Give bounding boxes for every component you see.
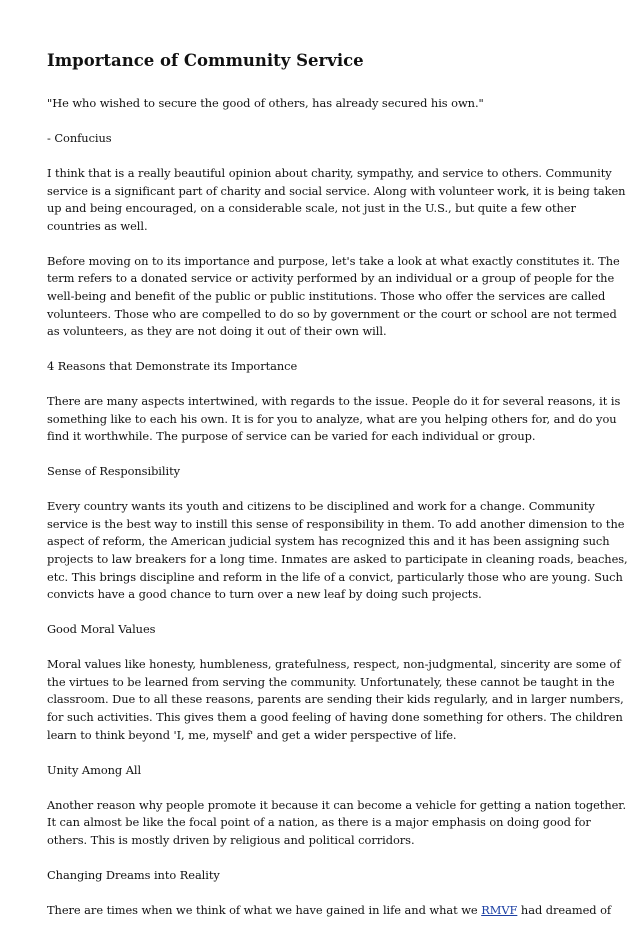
paragraph-line: Unity Among All <box>47 762 142 777</box>
paragraph-line: 4 Reasons that Demonstrate its Importance <box>47 359 298 374</box>
paragraph-line: service is a significant part of charity and social service. Along with volunteer work, it is being taken <box>47 183 626 198</box>
paragraph <box>47 498 628 604</box>
paragraph <box>47 165 626 235</box>
rmvf-link[interactable]: RMVF <box>481 902 518 917</box>
paragraph <box>47 358 595 376</box>
paragraph-line: well-being and benefit of the public or public institutions. Those who offer the services are called <box>47 288 606 303</box>
text-before-link: There are times when we think of what we have gained in life and what we <box>47 902 482 917</box>
paragraph-line: others. This is mostly driven by religious and political corridors. <box>47 832 415 847</box>
paragraph-line: - Confucius <box>47 130 112 145</box>
paragraph <box>47 797 627 850</box>
paragraph-line: Every country wants its youth and citizens to be disciplined and work for a change. Community <box>47 499 595 514</box>
page-title: Importance of Community Service <box>47 51 364 70</box>
paragraph-line: etc. This brings discipline and reform in the life of a convict, particularly those who are young. Such <box>47 569 623 584</box>
paragraph-line: Moral values like honesty, humbleness, gratefulness, respect, non-judgmental, sincerity are some of <box>47 657 621 672</box>
paragraph-line: something like to each his own. It is for you to analyze, what are you helping others for, and do you <box>47 411 617 426</box>
paragraph-line: Sense of Responsibility <box>47 464 181 479</box>
paragraph-line: learn to think beyond 'I, me, myself' and get a wider perspective of life. <box>47 727 457 742</box>
paragraph-line: Changing Dreams into Reality <box>47 867 220 882</box>
paragraph <box>47 656 624 744</box>
paragraph-line: find it worthwhile. The purpose of service can be varied for each individual or group. <box>47 429 536 444</box>
paragraph-line: term refers to a donated service or activity performed by an individual or a group of people for the <box>47 271 615 286</box>
paragraph-line: countries as well. <box>47 218 148 233</box>
paragraph-line: Good Moral Values <box>47 622 156 637</box>
paragraph <box>47 762 595 780</box>
paragraph-line: projects to law breakers for a long time. Inmates are asked to participate in cleaning roads, beaches, <box>47 552 628 567</box>
paragraph-line: aspect of reform, the American judicial system has recognized this and it has been assigning such <box>47 534 610 549</box>
paragraph-line: There are many aspects intertwined, with regards to the issue. People do it for several reasons, it is <box>47 394 621 409</box>
paragraph-line: the virtues to be learned from serving the community. Unfortunately, these cannot be taught in the <box>47 674 615 689</box>
paragraph-line: up and being encouraged, on a considerable scale, not just in the U.S., but quite a few other <box>47 201 576 216</box>
paragraph-final <box>47 902 612 920</box>
text-after-link: had dreamed of <box>517 902 612 917</box>
paragraph <box>47 393 621 446</box>
paragraph-line: Before moving on to its importance and purpose, let's take a look at what exactly constitutes it. The <box>47 253 620 268</box>
paragraph <box>47 621 595 639</box>
paragraph <box>47 95 595 113</box>
paragraph-line: convicts have a good chance to turn over a new leaf by doing such projects. <box>47 587 482 602</box>
paragraph-line: as volunteers, as they are not doing it out of their own will. <box>47 324 387 339</box>
paragraph-line: "He who wished to secure the good of others, has already secured his own." <box>47 96 484 110</box>
paragraph <box>47 130 595 148</box>
paragraph <box>47 867 595 885</box>
paragraph-line: service is the best way to instill this sense of responsibility in them. To add another dimension to the <box>47 516 625 531</box>
paragraph-line: for such activities. This gives them a good feeling of having done something for others. The children <box>47 709 623 724</box>
paragraph-line: It can almost be like the focal point of a nation, as there is a major emphasis on doing good for <box>47 815 591 830</box>
document-body <box>47 95 628 884</box>
paragraph <box>47 463 595 481</box>
paragraph <box>47 253 620 341</box>
paragraph-line <box>47 902 612 920</box>
paragraph-line: volunteers. Those who are compelled to do so by government or the court or school are not termed <box>47 306 617 321</box>
paragraph-line: I think that is a really beautiful opinion about charity, sympathy, and service to others. Community <box>47 165 612 180</box>
paragraph-line: Another reason why people promote it because it can become a vehicle for getting a nation together. <box>47 797 627 812</box>
paragraph-line: classroom. Due to all these reasons, parents are sending their kids regularly, and in larger numbers, <box>47 692 624 707</box>
document-page <box>47 48 628 937</box>
